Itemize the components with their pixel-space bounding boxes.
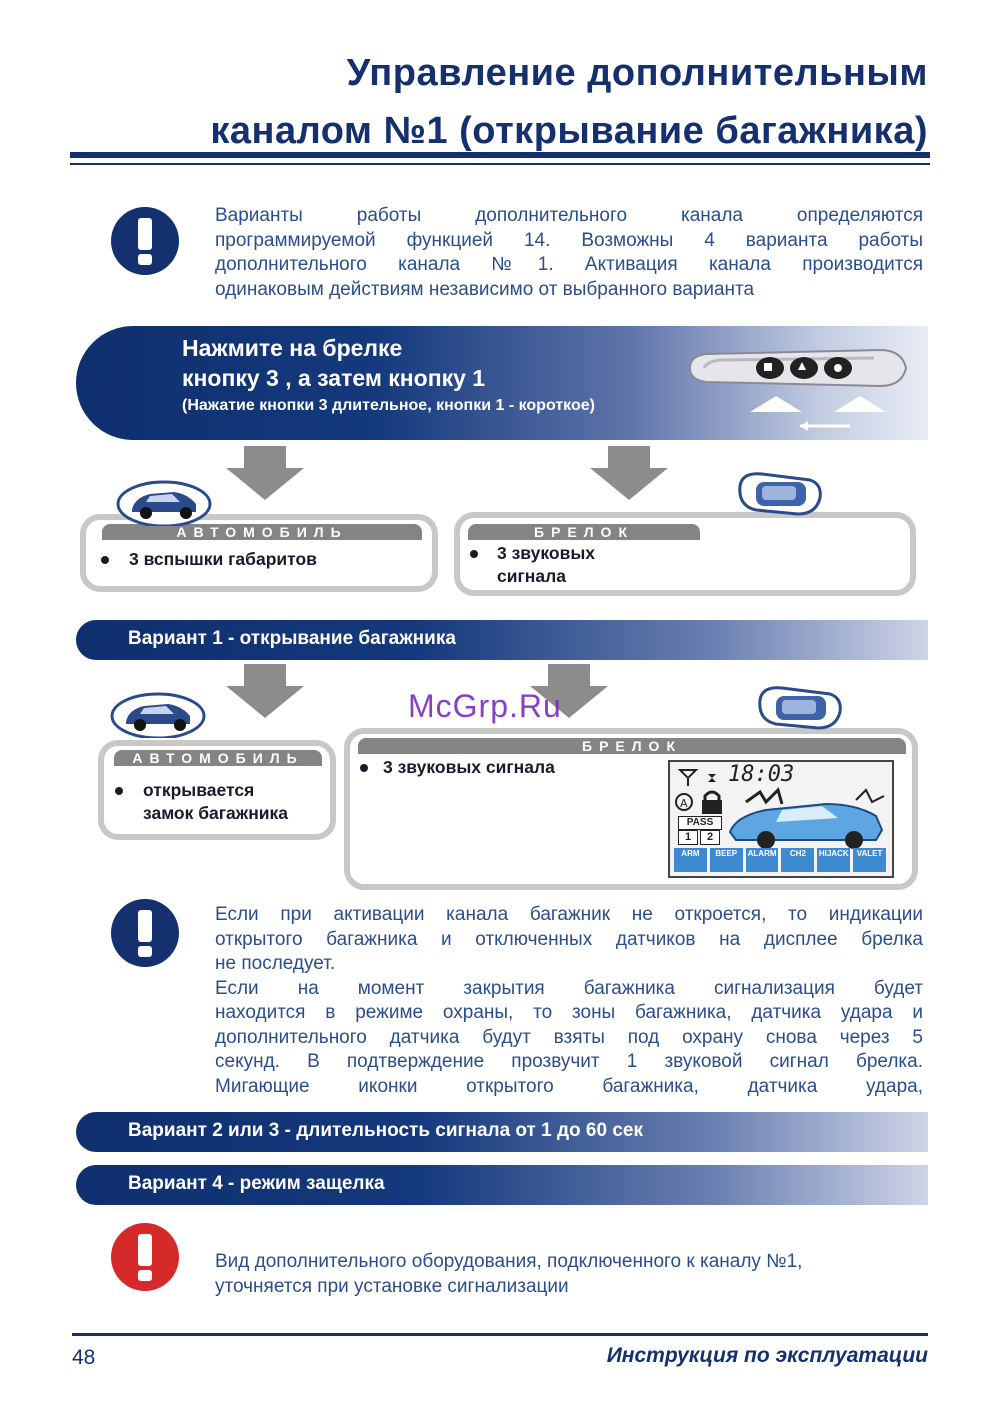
lock-icon	[674, 788, 730, 816]
car-icon	[110, 688, 206, 743]
note-2-line: Если на момент закрытия багажника сигнализация будет	[215, 977, 923, 999]
car-icon	[116, 476, 212, 531]
pass-label: PASS	[678, 816, 722, 830]
lcd-button: CH2	[781, 848, 814, 872]
svg-text:A: A	[680, 797, 688, 810]
car-display-icon	[726, 782, 888, 852]
lcd-button: HIJACK	[817, 848, 850, 872]
note-2-line: находится в режиме охраны, то зоны багажника, датчика удара и	[215, 1002, 923, 1023]
panel-tab-car: АВТОМОБИЛЬ	[114, 750, 322, 766]
car-reaction-line: открывается	[143, 780, 255, 800]
lcd-digit: 2	[700, 830, 720, 845]
panel-tab-car: АВТОМОБИЛЬ	[102, 524, 422, 540]
exclamation-icon	[110, 898, 180, 968]
fob-reaction-line: сигнала	[497, 566, 566, 586]
lcd-display	[668, 760, 894, 878]
title-rule-thin	[70, 163, 930, 165]
antenna-icon	[678, 768, 718, 788]
footer-rule	[72, 1333, 928, 1336]
note-1-line: дополнительного канала №1. Активация канала производится	[215, 254, 923, 275]
note-1-line: Варианты работы дополнительного канала определяются	[215, 205, 923, 226]
lcd-button: BEEP	[710, 848, 743, 872]
page-number: 48	[72, 1346, 96, 1369]
fob-reaction-text	[497, 542, 595, 588]
banner-line-1: Нажмите на брелке	[182, 335, 403, 361]
down-arrow-icon	[226, 446, 304, 500]
panel-tab-fob: БРЕЛОК	[468, 524, 700, 540]
lcd-button: ALARM	[746, 848, 779, 872]
lcd-button: ARM	[674, 848, 707, 872]
note-2	[215, 903, 923, 1099]
fob-reaction-text: 3 звуковых сигнала	[383, 757, 555, 777]
banner-subtitle: (Нажатие кнопки 3 длительное, кнопки 1 - короткое)	[182, 397, 595, 414]
variant-4-label: Вариант 4 - режим защелка	[128, 1173, 385, 1194]
note-2-line: Мигающие иконки открытого багажника, датчика удара,	[215, 1075, 923, 1097]
lcd-button: VALET	[853, 848, 886, 872]
lcd-button-row	[674, 848, 886, 872]
variant-1-label: Вариант 1 - открывание багажника	[128, 628, 456, 649]
note-2-line: дополнительного датчика будут взяты под охрану снова через 5	[215, 1026, 923, 1048]
bullet	[115, 787, 123, 795]
note-3	[215, 1250, 927, 1299]
note-2-line: секунд. В подтверждение прозвучит 1 звуковой сигнал брелка.	[215, 1051, 923, 1072]
lcd-digit: 1	[678, 830, 698, 845]
bullet	[360, 764, 368, 772]
footer-title: Инструкция по эксплуатации	[606, 1344, 928, 1367]
fob-device-icon	[752, 680, 844, 741]
down-arrow-icon	[590, 446, 668, 500]
key-fob-remote-icon	[684, 346, 910, 395]
title-line-1: Управление дополнительным	[346, 52, 928, 94]
bullet	[101, 556, 109, 564]
down-arrow-icon	[226, 664, 304, 718]
note-1-line: одинаковым действиям независимо от выбранного варианта	[215, 278, 755, 300]
watermark: McGrp.Ru	[408, 688, 562, 724]
title-rule-thick	[70, 152, 930, 158]
exclamation-warning-icon	[110, 1222, 180, 1292]
lcd-time: 18:03	[728, 762, 795, 787]
arrow-triangles-icon	[750, 396, 890, 441]
note-3-line: уточняется при установке сигнализации	[215, 1275, 569, 1297]
panel-tab-fob: БРЕЛОК	[358, 738, 906, 754]
car-reaction-text	[143, 779, 288, 825]
exclamation-icon	[110, 206, 180, 276]
bullet	[470, 550, 478, 558]
note-3-line: Вид дополнительного оборудования, подключенного к каналу №1,	[215, 1251, 803, 1272]
note-2-line: не последует.	[215, 953, 336, 974]
banner-line-2: кнопку 3 , а затем кнопку 1	[182, 365, 486, 391]
note-2-line: открытого багажника и отключенных датчиков на дисплее брелка	[215, 928, 923, 950]
fob-reaction-line: 3 звуковых	[497, 543, 596, 563]
page-title	[68, 44, 928, 160]
note-1-line: программируемой функцией 14. Возможны 4 варианта работы	[215, 229, 923, 251]
car-reaction-line: замок багажника	[143, 803, 289, 823]
title-line-2: каналом №1 (открывание багажника)	[210, 110, 928, 152]
car-reaction-text: 3 вспышки габаритов	[129, 549, 317, 569]
note-1	[215, 204, 923, 302]
variant-2-3-label: Вариант 2 или 3 - длительность сигнала от 1 до 60 сек	[128, 1120, 643, 1141]
fob-device-icon	[732, 466, 824, 527]
note-2-line: Если при активации канала багажник не откроется, то индикации	[215, 904, 923, 925]
